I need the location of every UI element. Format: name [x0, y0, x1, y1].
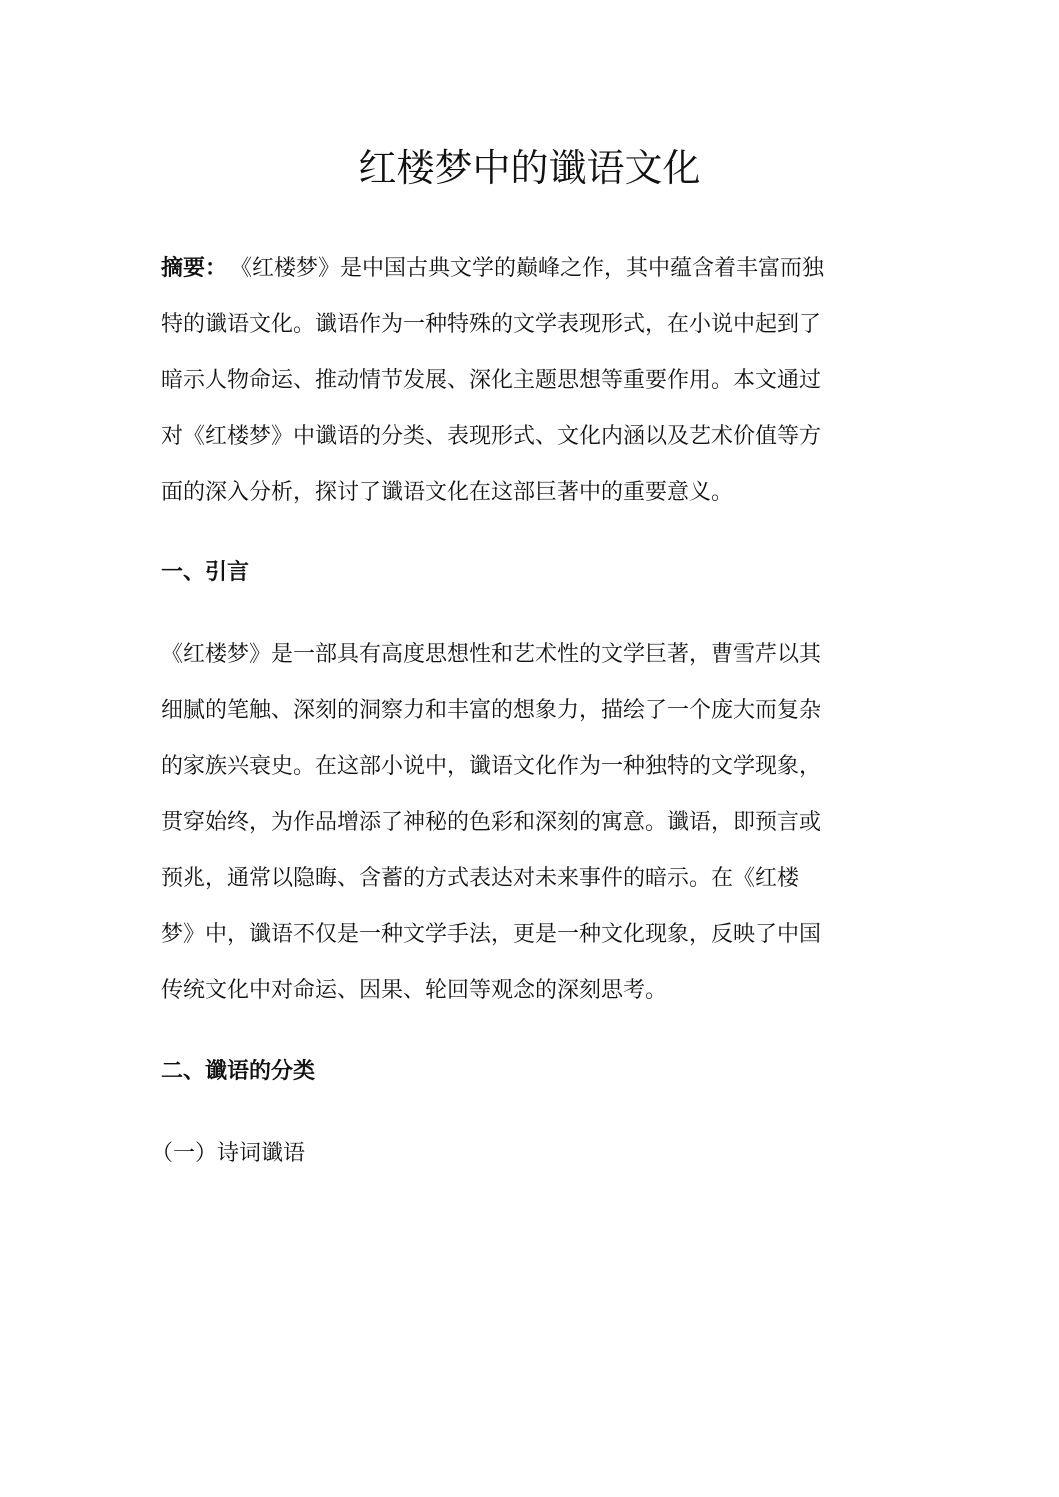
intro-line-5: 预兆，通常以隐晦、含蓄的方式表达对未来事件的暗示。在《红楼 [161, 866, 800, 891]
abstract-line-2: 特的谶语文化。谶语作为一种特殊的文学表现形式，在小说中起到了 [161, 312, 822, 337]
section-heading-classification: 二、谶语的分类 [161, 1059, 316, 1084]
intro-line-7: 传统文化中对命运、因果、轮回等观念的深刻思考。 [161, 978, 668, 1003]
intro-line-4: 贯穿始终，为作品增添了神秘的色彩和深刻的寓意。谶语，即预言或 [161, 810, 822, 835]
section-heading-intro: 一、引言 [161, 560, 250, 585]
intro-line-3: 的家族兴衰史。在这部小说中，谶语文化作为一种独特的文学现象， [161, 754, 822, 779]
intro-line-1: 《红楼梦》是一部具有高度思想性和艺术性的文学巨著，曹雪芹以其 [161, 642, 822, 667]
abstract-line-5: 面的深入分析，探讨了谶语文化在这部巨著中的重要意义。 [161, 480, 734, 505]
abstract-line-4: 对《红楼梦》中谶语的分类、表现形式、文化内涵以及艺术价值等方 [161, 424, 822, 449]
intro-line-6: 梦》中，谶语不仅是一种文学手法，更是一种文化现象，反映了中国 [161, 922, 822, 947]
abstract-paragraph [161, 241, 891, 521]
page-title: 红楼梦中的谶语文化 [358, 146, 701, 190]
abstract-text: 《红楼梦》是中国古典文学的巅峰之作，其中蕴含着丰富而独 [241, 256, 825, 281]
subsection-heading-poetry: （一）诗词谶语 [151, 1141, 306, 1166]
abstract-label: 摘要： [161, 256, 228, 281]
intro-paragraph [161, 627, 891, 1019]
intro-line-2: 细腻的笔触、深刻的洞察力和丰富的想象力，描绘了一个庞大而复杂 [161, 698, 822, 723]
abstract-line-3: 暗示人物命运、推动情节发展、深化主题思想等重要作用。本文通过 [161, 368, 822, 393]
abstract-line-1 [161, 241, 891, 297]
